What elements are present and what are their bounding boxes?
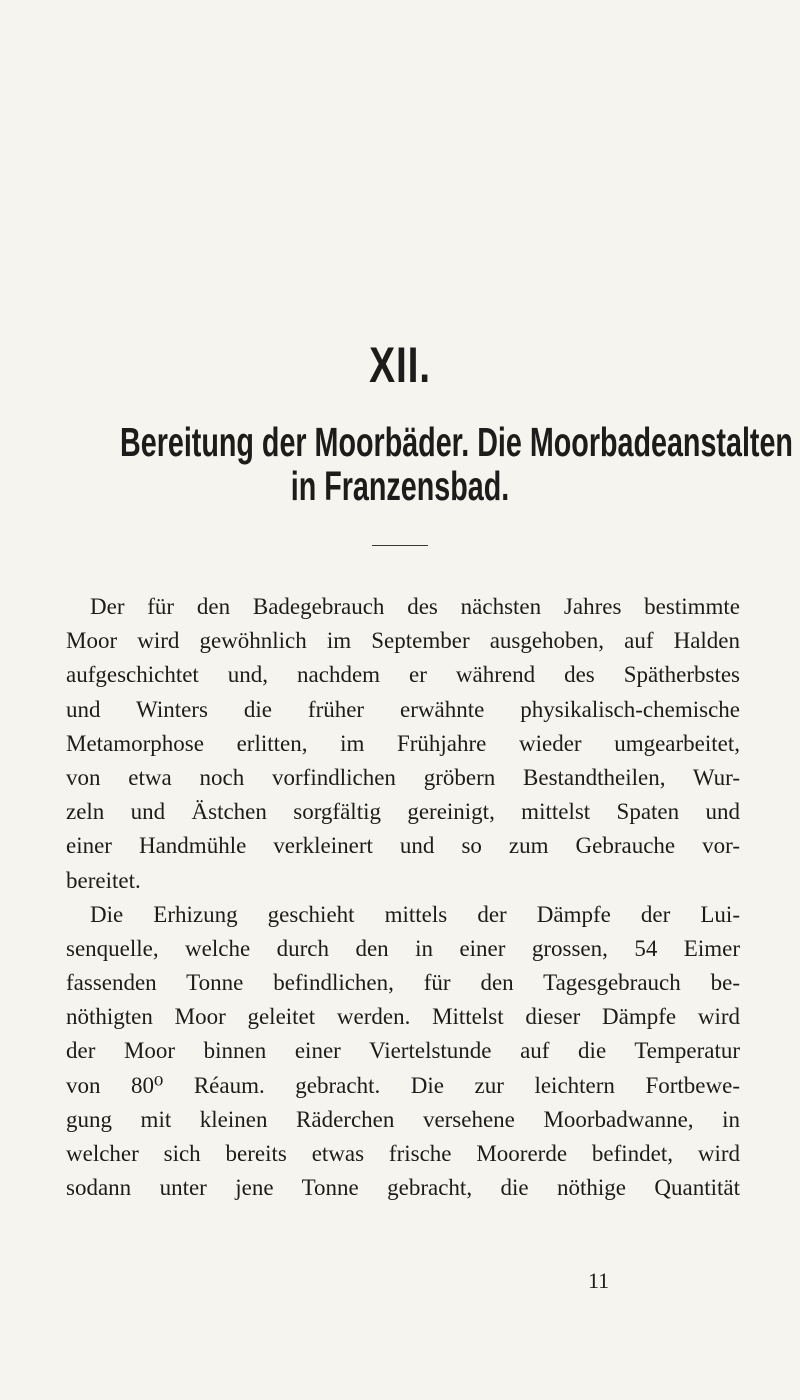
text-line: gung mit kleinen Räderchen versehene Moorbadwanne, in xyxy=(66,1106,740,1132)
chapter-title-line-1: Bereitung der Moorbäder. Die Moorbadeanstalten xyxy=(120,419,793,465)
title-divider-rule xyxy=(372,545,428,546)
body-text xyxy=(66,590,740,1205)
text-line: senquelle, welche durch den in einer grossen, 54 Eimer xyxy=(66,935,740,961)
text-line: welcher sich bereits etwas frische Moorerde befindet, wird xyxy=(66,1141,740,1166)
chapter-title-line-2: in Franzensbad. xyxy=(290,463,510,509)
text-line: einer Handmühle verkleinert und so zum Gebrauche vor- xyxy=(66,833,740,859)
text-line: bereitet. xyxy=(66,867,141,893)
text-line: Die Erhizung geschieht mittels der Dämpfe der Lui- xyxy=(90,901,740,927)
chapter-number: XII. xyxy=(369,337,431,393)
text-line: von etwa noch vorfindlichen gröbern Bestandtheilen, Wur- xyxy=(66,764,740,790)
text-line: aufgeschichtet und, nachdem er während des Spätherbstes xyxy=(66,662,740,688)
text-line: Metamorphose erlitten, im Frühjahre wieder umgearbeitet, xyxy=(66,730,740,756)
chapter-title xyxy=(120,419,793,509)
text-line: der Moor binnen einer Viertelstunde auf die Temperatur xyxy=(66,1038,740,1064)
signature-mark: 11 xyxy=(588,1268,610,1293)
text-line: von 80⁰ Réaum. gebracht. Die zur leichtern Fortbewe- xyxy=(66,1072,740,1098)
text-line: und Winters die früher erwähnte physikalisch-chemische xyxy=(66,696,740,722)
text-line: nöthigten Moor geleitet werden. Mittelst dieser Dämpfe wird xyxy=(66,1004,740,1030)
text-line: Der für den Badegebrauch des nächsten Jahres bestimmte xyxy=(90,594,740,619)
text-line: fassenden Tonne befindlichen, für den Tagesgebrauch be- xyxy=(66,970,740,996)
text-line: sodann unter jene Tonne gebracht, die nöthige Quantität xyxy=(66,1175,740,1201)
text-line: Moor wird gewöhnlich im September ausgehoben, auf Halden xyxy=(66,628,740,654)
text-line: zeln und Ästchen sorgfältig gereinigt, mittelst Spaten und xyxy=(66,799,740,825)
